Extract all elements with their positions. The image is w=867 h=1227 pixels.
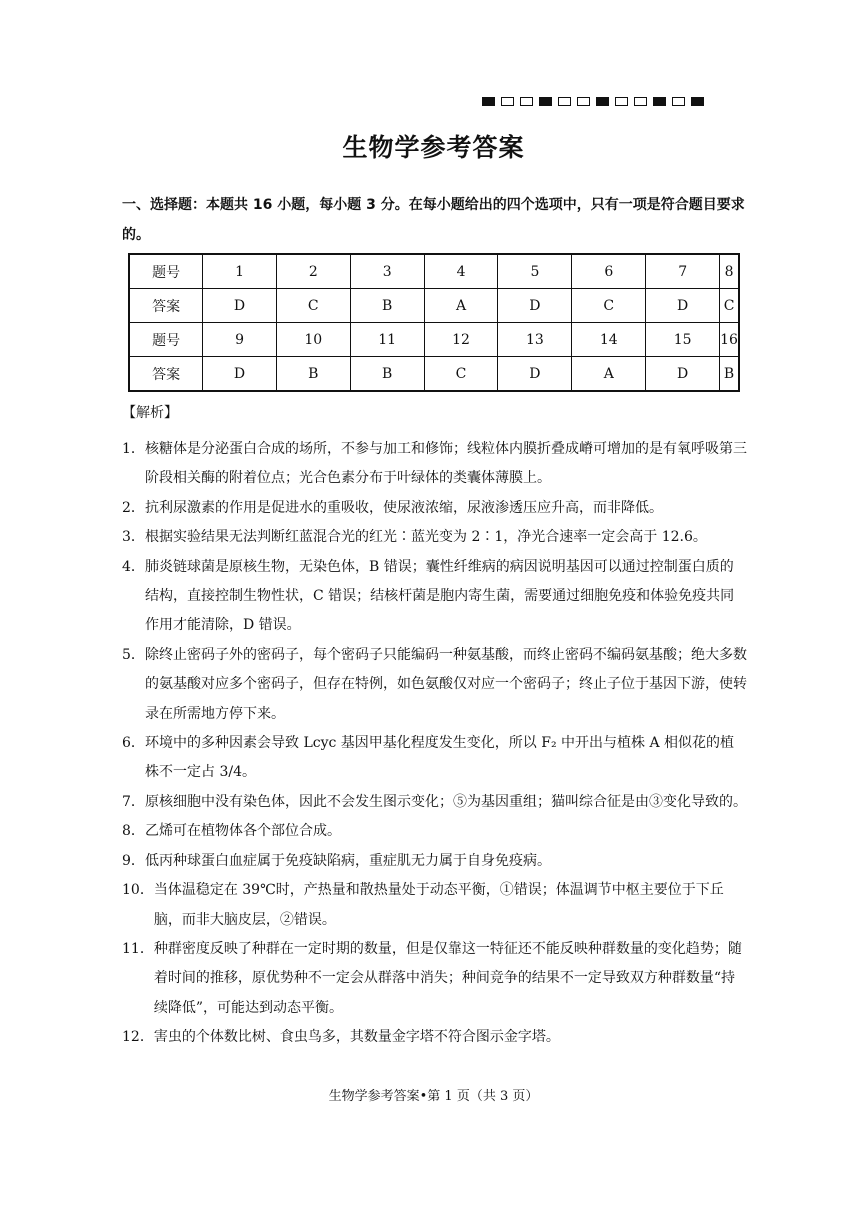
explanation-number: 2． xyxy=(122,499,145,516)
explanation-item xyxy=(122,641,747,729)
table-cell: 13 xyxy=(498,323,572,357)
row-header-cell: 题号 xyxy=(129,323,203,357)
table-cell: C xyxy=(276,289,350,323)
header-mark xyxy=(501,97,514,106)
table-cell: C xyxy=(424,357,498,392)
table-cell: D xyxy=(646,357,720,392)
table-cell: 11 xyxy=(350,323,424,357)
explanation-item xyxy=(122,1023,747,1052)
explanation-number: 10． xyxy=(122,882,154,899)
explanation-text: 害虫的个体数比树、食虫鸟多，其数量金字塔不符合图示金字塔。 xyxy=(153,1029,560,1046)
explanation-text: 低丙种球蛋白血症属于免疫缺陷病，重症肌无力属于自身免疫病。 xyxy=(145,852,551,869)
header-mark xyxy=(672,97,685,106)
explanation-text: 抗利尿激素的作用是促进水的重吸收，使尿液浓缩，尿液渗透压应升高，而非降低。 xyxy=(145,499,663,516)
explanation-number: 8． xyxy=(122,823,145,840)
explanation-item xyxy=(122,847,747,876)
explanation-text: 乙烯可在植物体各个部位合成。 xyxy=(145,823,341,840)
explanation-text: 环境中的多种因素会导致 Lcyc 基因甲基化程度发生变化，所以 F₂ 中开出与植株 A 相似花的植株不一定占 3/4。 xyxy=(145,735,735,781)
header-mark xyxy=(596,97,609,106)
explanation-text: 种群密度反映了种群在一定时期的数量，但是仅靠这一特征还不能反映种群数量的变化趋势；随着时间的推移，原优势种不一定会从群落中消失；种间竞争的结果不一定导致双方种群数量“持续降低”，可能达到动态平衡。 xyxy=(153,940,742,1016)
answer-table xyxy=(128,253,740,392)
table-cell: 15 xyxy=(646,323,720,357)
table-cell: 2 xyxy=(276,254,350,289)
header-mark xyxy=(691,97,704,106)
explanation-text: 除终止密码子外的密码子，每个密码子只能编码一种氨基酸，而终止密码不编码氨基酸；绝大多数的氨基酸对应多个密码子，但存在特例，如色氨酸仅对应一个密码子；终止子位于基因下游，使转录在所需地方停下来。 xyxy=(145,646,747,722)
table-cell: B xyxy=(720,357,739,392)
explanation-number: 9． xyxy=(122,852,145,869)
page-footer: 生物学参考答案•第 1 页（共 3 页） xyxy=(328,1089,539,1104)
explanation-item xyxy=(122,876,747,935)
table-cell: D xyxy=(498,289,572,323)
explanation-item xyxy=(122,435,747,494)
table-cell: B xyxy=(350,357,424,392)
table-cell: 4 xyxy=(424,254,498,289)
table-cell: D xyxy=(203,289,277,323)
table-row xyxy=(129,323,739,357)
explanation-number: 11． xyxy=(122,940,154,957)
table-cell: A xyxy=(424,289,498,323)
explanation-number: 6． xyxy=(122,735,145,752)
explanation-number: 12． xyxy=(122,1029,154,1046)
table-cell: 10 xyxy=(276,323,350,357)
row-header-cell: 题号 xyxy=(129,254,203,289)
header-mark xyxy=(634,97,647,106)
table-cell: 9 xyxy=(203,323,277,357)
header-mark xyxy=(558,97,571,106)
explanation-number: 3． xyxy=(122,529,145,546)
explanation-item xyxy=(122,817,747,846)
table-cell: 3 xyxy=(350,254,424,289)
header-mark xyxy=(520,97,533,106)
analysis-label: 【解析】 xyxy=(122,405,178,421)
explanation-text: 核糖体是分泌蛋白合成的场所，不参与加工和修饰；线粒体内膜折叠成嵴可增加的是有氧呼吸第三阶段相关酶的附着位点；光合色素分布于叶绿体的类囊体薄膜上。 xyxy=(145,441,747,487)
explanation-item xyxy=(122,494,747,523)
explanation-text: 根据实验结果无法判断红蓝混合光的红光∶蓝光变为 2∶1，净光合速率一定会高于 12.6。 xyxy=(145,529,707,546)
explanation-item xyxy=(122,523,747,552)
table-cell: 16 xyxy=(720,323,739,357)
explanation-number: 5． xyxy=(122,646,145,663)
table-cell: A xyxy=(572,357,646,392)
explanation-number: 4． xyxy=(122,558,145,575)
page-title: 生物学参考答案 xyxy=(342,133,525,162)
explanation-number: 1． xyxy=(122,441,145,457)
row-header-cell: 答案 xyxy=(129,357,203,392)
table-cell: C xyxy=(572,289,646,323)
table-cell: D xyxy=(498,357,572,392)
explanation-number: 7． xyxy=(122,793,145,810)
table-cell: D xyxy=(203,357,277,392)
header-mark xyxy=(653,97,666,106)
table-cell: 12 xyxy=(424,323,498,357)
table-cell: D xyxy=(646,289,720,323)
header-mark xyxy=(577,97,590,106)
table-cell: 7 xyxy=(646,254,720,289)
explanation-item xyxy=(122,935,747,1023)
table-row xyxy=(129,254,739,289)
table-cell: 1 xyxy=(203,254,277,289)
table-row xyxy=(129,357,739,392)
header-marks xyxy=(482,97,704,106)
section-heading: 一、选择题：本题共 16 小题，每小题 3 分。在每小题给出的四个选项中，只有一项是符合题目要求的。 xyxy=(122,197,745,243)
table-cell: 8 xyxy=(720,254,739,289)
table-row xyxy=(129,289,739,323)
table-cell: B xyxy=(276,357,350,392)
table-cell: 5 xyxy=(498,254,572,289)
header-mark xyxy=(615,97,628,106)
table-cell: C xyxy=(720,289,739,323)
header-mark xyxy=(539,97,552,106)
explanation-text: 当体温稳定在 39℃时，产热量和散热量处于动态平衡，①错误；体温调节中枢主要位于下丘脑，而非大脑皮层，②错误。 xyxy=(153,882,724,928)
explanation-text: 肺炎链球菌是原核生物，无染色体，B 错误；囊性纤维病的病因说明基因可以通过控制蛋白质的结构，直接控制生物性状，C 错误；结核杆菌是胞内寄生菌，需要通过细胞免疫和体验免疫共同作用才能清除，D 错误。 xyxy=(145,558,735,634)
header-mark xyxy=(482,97,495,106)
table-cell: B xyxy=(350,289,424,323)
explanations-list xyxy=(122,435,747,1053)
explanation-item xyxy=(122,553,747,641)
table-cell: 14 xyxy=(572,323,646,357)
explanation-item xyxy=(122,788,747,817)
explanation-text: 原核细胞中没有染色体，因此不会发生图示变化；⑤为基因重组；猫叫综合征是由③变化导致的。 xyxy=(145,793,747,810)
table-cell: 6 xyxy=(572,254,646,289)
explanation-item xyxy=(122,729,747,788)
row-header-cell: 答案 xyxy=(129,289,203,323)
